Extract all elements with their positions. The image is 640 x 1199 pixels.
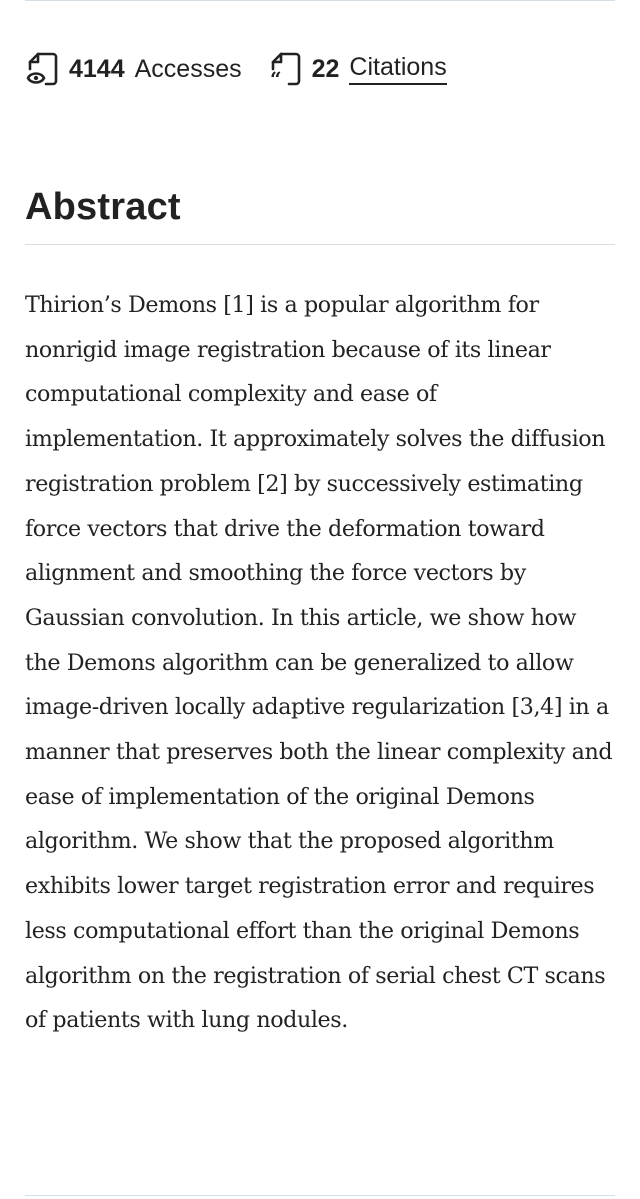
accesses-count: 4144 [69,54,125,83]
citations-count: 22 [311,54,340,83]
document-eye-icon [25,50,63,88]
document-quote-icon [268,50,306,88]
abstract-heading: Abstract [25,186,181,228]
accesses-label: Accesses [134,54,242,83]
bottom-divider [25,1195,615,1196]
abstract-text: Thirion’s Demons [1] is a popular algorithm for nonrigid image registration because of its linear computational complexity and ease of implementation. It approximately solves the diffusion registration problem [2] by successively estimating force vectors that drive the deformation toward alignment and smoothing the force vectors by Gaussian convolution. In this article, we show how the Demons algorithm can be generalized to allow image-driven locally adaptive regularization [3,4] in a manner that preserves both the linear complexity and ease of implementation of the original Demons algorithm. We show that the proposed algorithm exhibits lower target registration error and requires less computational effort than the original Demons algorithm on the registration of serial chest CT scans of patients with lung nodules. [25,292,613,1034]
citations-metric [268,50,447,88]
top-divider [25,0,615,1]
accesses-metric [25,50,242,88]
svg-text:“: “ [269,67,282,87]
citations-link[interactable]: Citations [349,53,446,85]
article-metrics [25,50,473,88]
abstract-divider [25,244,615,245]
